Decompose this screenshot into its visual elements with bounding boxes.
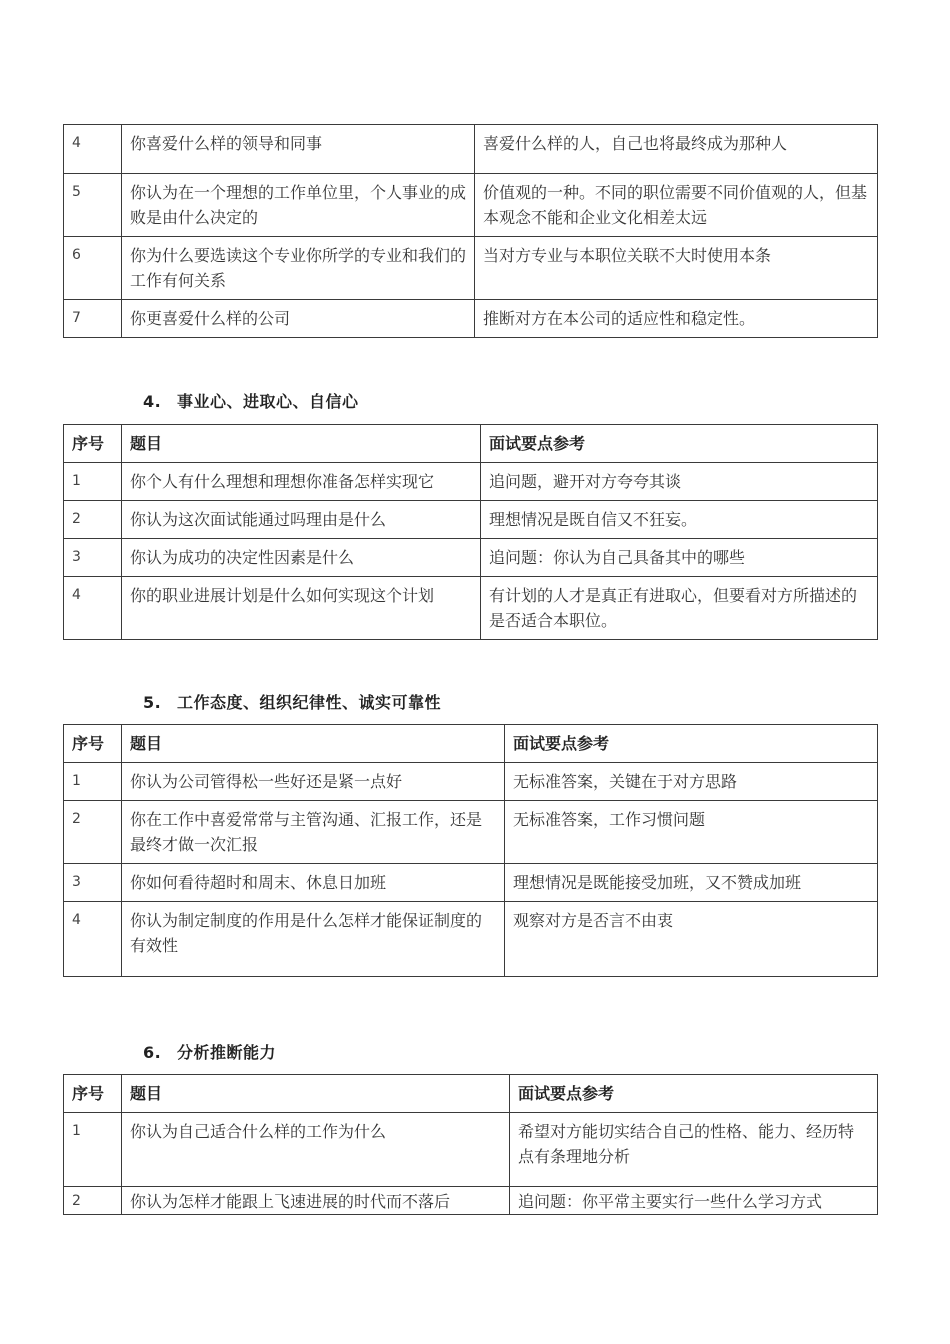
row-number: 5: [64, 174, 122, 237]
section-title: 工作态度、组织纪律性、诚实可靠性: [177, 693, 442, 712]
table-row: [64, 801, 878, 864]
question-cell: 你认为在一个理想的工作单位里，个人事业的成败是由什么决定的: [122, 174, 475, 237]
section-index: 4.: [143, 392, 162, 411]
row-number: 2: [64, 801, 122, 864]
question-cell: 你认为怎样才能跟上飞速进展的时代而不落后: [122, 1187, 510, 1215]
table-header-row: [64, 425, 878, 463]
section-index: 6.: [143, 1043, 162, 1062]
row-number: 4: [64, 125, 122, 174]
table-row: [64, 902, 878, 977]
question-cell: 你认为成功的决定性因素是什么: [122, 539, 481, 577]
row-number: 4: [64, 577, 122, 640]
question-cell: 你认为制定制度的作用是什么怎样才能保证制度的有效性: [122, 902, 505, 977]
table-header-row: [64, 1075, 878, 1113]
question-cell: 你更喜爱什么样的公司: [122, 300, 475, 338]
answer-cell: 无标准答案，工作习惯问题: [505, 801, 878, 864]
question-cell: 你认为公司管得松一些好还是紧一点好: [122, 763, 505, 801]
row-number: 6: [64, 237, 122, 300]
column-header-no: 序号: [64, 1075, 122, 1113]
table-row: [64, 1113, 878, 1187]
question-cell: 你在工作中喜爱常常与主管沟通、汇报工作，还是最终才做一次汇报: [122, 801, 505, 864]
table-row: [64, 864, 878, 902]
answer-cell: 价值观的一种。不同的职位需要不同价值观的人，但基本观念不能和企业文化相差太远: [475, 174, 878, 237]
row-number: 1: [64, 763, 122, 801]
row-number: 7: [64, 300, 122, 338]
question-cell: 你为什么要选读这个专业你所学的专业和我们的工作有何关系: [122, 237, 475, 300]
answer-cell: 追问题：你认为自己具备其中的哪些: [481, 539, 878, 577]
table-row: [64, 174, 878, 237]
question-cell: 你认为自己适合什么样的工作为什么: [122, 1113, 510, 1187]
answer-cell: 无标准答案，关键在于对方思路: [505, 763, 878, 801]
table-header-row: [64, 725, 878, 763]
table-row: [64, 300, 878, 338]
table-row: [64, 237, 878, 300]
table-row: [64, 125, 878, 174]
section-heading: [143, 1040, 276, 1063]
row-number: 3: [64, 539, 122, 577]
section-index: 5.: [143, 693, 162, 712]
row-number: 2: [64, 1187, 122, 1215]
answer-cell: 理想情况是既能接受加班，又不赞成加班: [505, 864, 878, 902]
answer-cell: 有计划的人才是真正有进取心，但要看对方所描述的是否适合本职位。: [481, 577, 878, 640]
answer-cell: 理想情况是既自信又不狂妄。: [481, 501, 878, 539]
question-cell: 你喜爱什么样的领导和同事: [122, 125, 475, 174]
answer-cell: 追问题，避开对方夸夸其谈: [481, 463, 878, 501]
table-continued: [63, 124, 878, 338]
table-section-5: [63, 724, 878, 977]
question-cell: 你认为这次面试能通过吗理由是什么: [122, 501, 481, 539]
row-number: 2: [64, 501, 122, 539]
column-header-no: 序号: [64, 725, 122, 763]
column-header-no: 序号: [64, 425, 122, 463]
row-number: 4: [64, 902, 122, 977]
table-section-4: [63, 424, 878, 640]
column-header-question: 题目: [122, 725, 505, 763]
column-header-question: 题目: [122, 425, 481, 463]
table-row: [64, 501, 878, 539]
table-row: [64, 763, 878, 801]
row-number: 1: [64, 463, 122, 501]
answer-cell: 追问题：你平常主要实行一些什么学习方式: [510, 1187, 878, 1215]
section-title: 事业心、进取心、自信心: [177, 392, 359, 411]
column-header-answer: 面试要点参考: [510, 1075, 878, 1113]
answer-cell: 希望对方能切实结合自己的性格、能力、经历特点有条理地分析: [510, 1113, 878, 1187]
answer-cell: 观察对方是否言不由衷: [505, 902, 878, 977]
answer-cell: 推断对方在本公司的适应性和稳定性。: [475, 300, 878, 338]
section-title: 分析推断能力: [177, 1043, 277, 1062]
row-number: 1: [64, 1113, 122, 1187]
question-cell: 你个人有什么理想和理想你准备怎样实现它: [122, 463, 481, 501]
answer-cell: 当对方专业与本职位关联不大时使用本条: [475, 237, 878, 300]
table-row: [64, 539, 878, 577]
section-heading: [143, 389, 359, 412]
column-header-answer: 面试要点参考: [481, 425, 878, 463]
row-number: 3: [64, 864, 122, 902]
table-row: [64, 577, 878, 640]
question-cell: 你如何看待超时和周末、休息日加班: [122, 864, 505, 902]
column-header-question: 题目: [122, 1075, 510, 1113]
answer-cell: 喜爱什么样的人，自己也将最终成为那种人: [475, 125, 878, 174]
table-section-6: [63, 1074, 878, 1215]
question-cell: 你的职业进展计划是什么如何实现这个计划: [122, 577, 481, 640]
column-header-answer: 面试要点参考: [505, 725, 878, 763]
table-row: [64, 463, 878, 501]
section-heading: [143, 690, 441, 713]
table-row: [64, 1187, 878, 1215]
